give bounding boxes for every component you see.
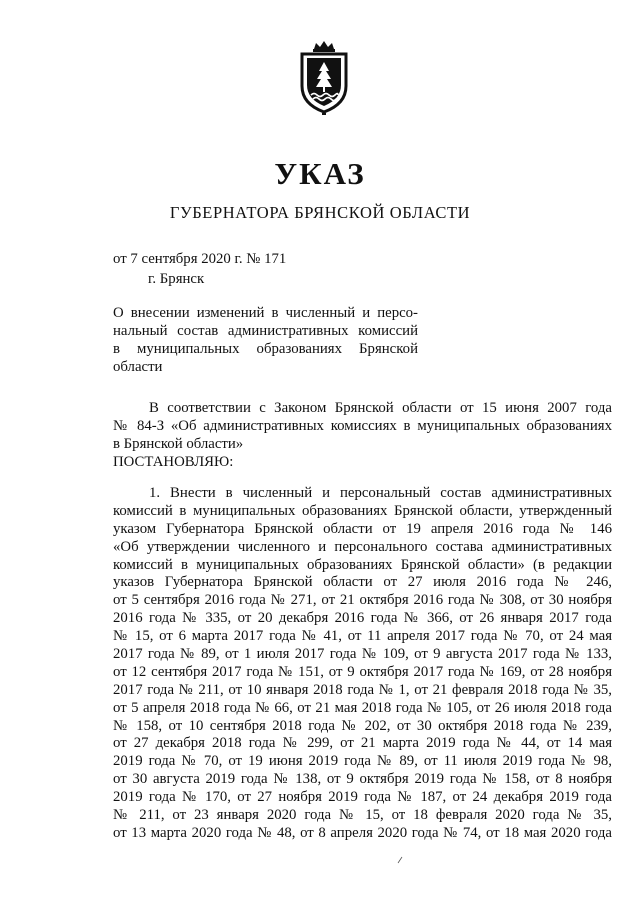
document-subtitle: ГУБЕРНАТОРА БРЯНСКОЙ ОБЛАСТИ (169, 203, 471, 222)
item-line: от 30 августа 2019 года № 138, от 9 октября 2019 года № 158, от 8 ноября (113, 771, 612, 788)
coat-of-arms-emblem (296, 40, 352, 116)
item-line: 2019 года № 70, от 19 июня 2019 года № 89, от 11 июля 2019 года № 98, (113, 753, 612, 770)
item-line: 2016 года № 335, от 20 декабря 2016 года № 366, от 26 января 2017 года (113, 610, 612, 627)
decree-word: ПОСТАНОВЛЯЮ: (113, 453, 234, 470)
subject-line: нальный состав административных комиссий (113, 323, 418, 339)
preamble-paragraph (113, 400, 612, 472)
item-line: от 13 марта 2020 года № 48, от 8 апреля 2020 года № 74, от 18 мая 2020 года (113, 824, 612, 841)
item-line: указов Губернатора Брянской области от 27 июля 2016 года № 246, (113, 574, 612, 591)
item-line: комиссий в муниципальных образованиях Брянской области» (в редакции (113, 556, 612, 573)
decree-subject (113, 304, 418, 376)
item-line: № 158, от 10 сентября 2018 года № 202, от 30 октября 2018 года № 239, (113, 717, 612, 734)
preamble-line: № 84-З «Об административных комиссиях в муниципальных образованиях (113, 417, 612, 434)
scan-mark (397, 856, 403, 864)
item-line: 1. Внести в численный и персональный состав административных (149, 485, 612, 501)
item-line: от 12 сентября 2017 года № 151, от 9 октября 2017 года № 169, от 28 ноября (113, 663, 612, 680)
preamble-line: в Брянской области» (113, 435, 244, 452)
item-line: комиссий в муниципальных образованиях Брянской области, утвержденный (113, 502, 612, 519)
document-title: УКАЗ (274, 156, 366, 191)
city-line: г. Брянск (148, 271, 205, 287)
item-line: № 211, от 23 января 2020 года № 15, от 18 февраля 2020 года № 35, (113, 807, 612, 824)
preamble-line: В соответствии с Законом Брянской области от 15 июня 2007 года (149, 400, 612, 416)
item-line: от 5 сентября 2016 года № 271, от 21 октября 2016 года № 308, от 30 ноября (113, 592, 612, 609)
date-number-line: от 7 сентября 2020 г. № 171 (113, 251, 287, 267)
item-line: 2019 года № 170, от 27 ноября 2019 года № 187, от 24 декабря 2019 года (113, 789, 612, 806)
item-line: «Об утверждении численного и персонального состава административных (113, 538, 612, 555)
item-line: 2017 года № 211, от 10 января 2018 года № 1, от 21 февраля 2018 года № 35, (113, 681, 612, 698)
item-line: указом Губернатора Брянской области от 19 апреля 2016 года № 146 (113, 520, 612, 537)
item-line: № 15, от 6 марта 2017 года № 41, от 11 апреля 2017 года № 70, от 24 мая (113, 628, 612, 645)
subject-line: в муниципальных образованиях Брянской (113, 341, 418, 357)
subject-line: О внесении изменений в численный и персо- (113, 305, 418, 321)
item-line: 2017 года № 89, от 1 июля 2017 года № 109, от 9 августа 2017 года № 133, (113, 646, 612, 663)
item-line: от 27 декабря 2018 года № 299, от 21 марта 2019 года № 44, от 14 мая (113, 735, 612, 752)
subject-line: области (113, 359, 163, 375)
item-line: от 5 апреля 2018 года № 66, от 21 мая 2018 года № 105, от 26 июля 2018 года (113, 699, 612, 716)
item-1-paragraph (113, 485, 612, 843)
